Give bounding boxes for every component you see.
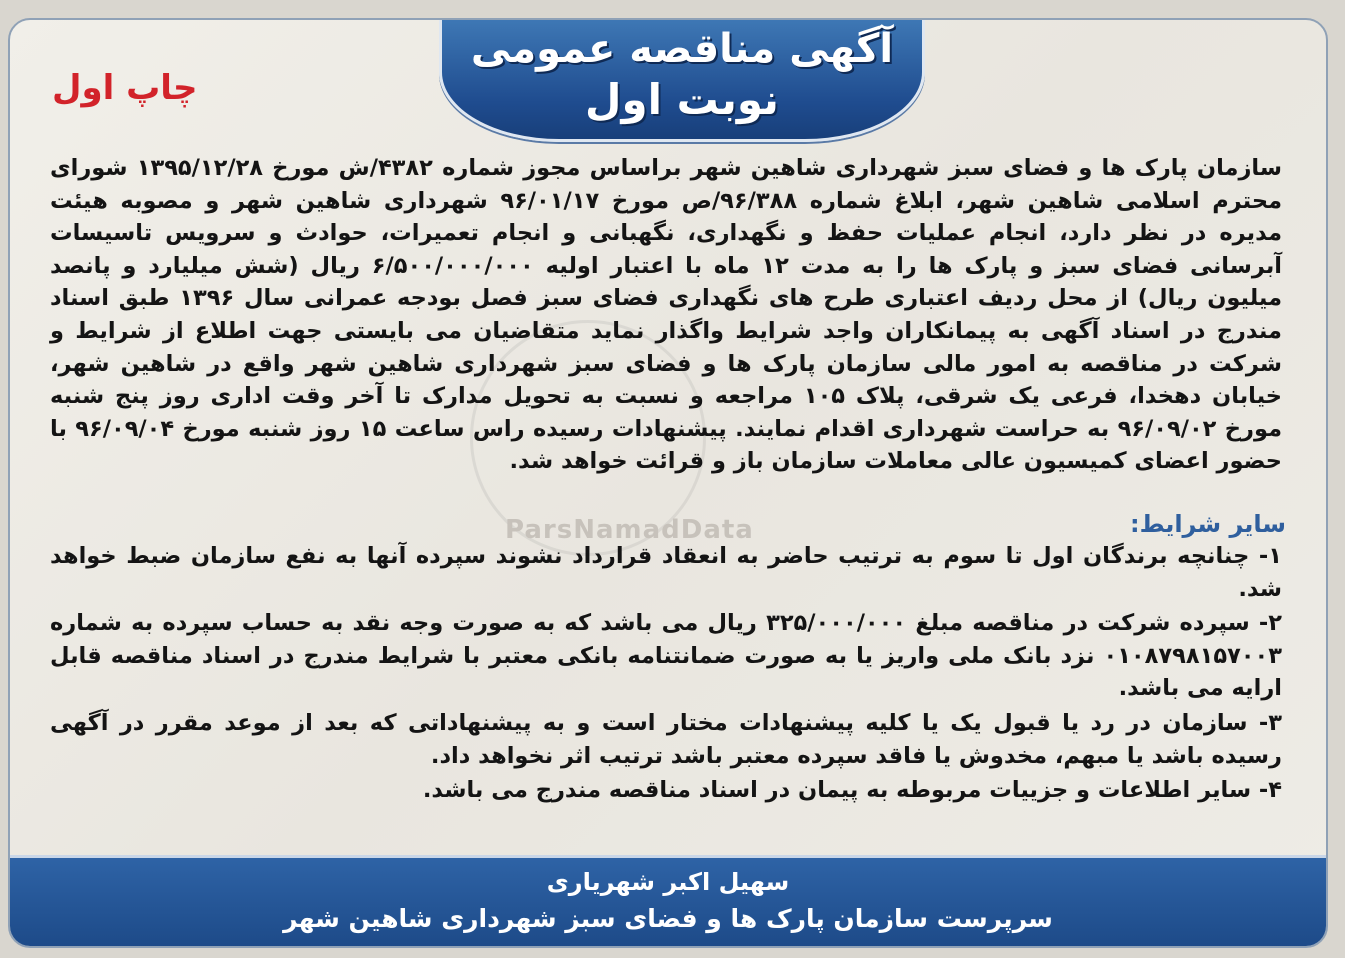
watermark: ParsNamadData xyxy=(505,515,754,545)
condition-item: ۲- سپرده شرکت در مناقصه مبلغ ۳۲۵/۰۰۰/۰۰۰ ریال می باشد که به صورت وجه نقد به حساب سپرده به شماره ۰۱۰۸۷۹۸۱۵۷۰۰۳ نزد بانک ملی واریز یا به صورت ضمانتنامه بانکی معتبر با شرایط مندرج در اسناد مناقصه قابل ارایه می باشد. xyxy=(50,610,1282,702)
condition-item: ۳- سازمان در رد یا قبول یک یا کلیه پیشنهادات مختار است و به پیشنهاداتی که بعد از موعد مقرر در آگهی رسیده باشد یا مبهم، مخدوش یا فاقد سپرده معتبر باشد ترتیب اثر نخواهد داد. xyxy=(50,709,1282,769)
condition-item: ۱- چنانچه برندگان اول تا سوم به ترتیب حاضر به انعقاد قرارداد نشوند سپرده آنها به نفع سازمان ضبط خواهد شد. xyxy=(50,543,1282,602)
notice-title: آگهی مناقصه عمومی xyxy=(470,26,894,72)
signature-footer xyxy=(8,855,1328,948)
signatory-name: سهیل اکبر شهریاری xyxy=(546,868,790,896)
print-label: چاپ اول xyxy=(52,68,198,108)
notice-paragraph: سازمان پارک ها و فضای سبز شهرداری شاهین شهر براساس مجوز شماره ۴۳۸۲/ش مورخ ۱۳۹۵/۱۲/۲۸ شورای محترم اسلامی شاهین شهر، ابلاغ شماره ۹۶/۳۸۸/ص مورخ ۹۶/۰۱/۱۷ شهرداری شاهین شهر و مصوبه هیئت مدیره در نظر دارد، انجام عملیات حفظ و نگهداری، نگهبانی و انجام تعمیرات، حوادث و سرویس تاسیسات آبرسانی فضای سبز و پارک ها را به مدت ۱۲ ماه با اعتبار اولیه ۶/۵۰۰/۰۰۰/۰۰۰ ریال (شش میلیارد و پانصد میلیون ریال) از محل ردیف اعتباری طرح های نگهداری فضای سبز فصل بودجه عمرانی سال ۱۳۹۶ طبق اسناد مندرج در اسناد آگهی به پیمانکاران واجد شرایط واگذار نماید متقاضیان می بایستی جهت اطلاع از شرایط و شرکت در مناقصه به امور مالی سازمان پارک ها و فضای سبز شهرداری شاهین شهر واقع در شاهین شهر، خیابان دهخدا، فرعی یک شرقی، پلاک ۱۰۵ مراجعه و نسبت به تحویل مدارک تا آخر وقت اداری روز پنج شنبه مورخ ۹۶/۰۹/۰۲ به حراست شهرداری اقدام نمایند. پیشنهادات رسیده راس ساعت ۱۵ روز شنبه مورخ ۹۶/۰۹/۰۴ با حضور اعضای کمیسیون عالی معاملات سازمان باز و قرائت خواهد شد. xyxy=(50,155,1283,475)
tender-notice-card xyxy=(8,18,1328,948)
notice-round: نوبت اول xyxy=(585,75,779,124)
conditions-list xyxy=(50,540,1282,809)
signatory-title: سرپرست سازمان پارک ها و فضای سبز شهرداری شاهین شهر xyxy=(283,904,1053,933)
conditions-heading: سایر شرایط: xyxy=(1130,510,1286,538)
notice-body xyxy=(50,152,1282,478)
header-banner xyxy=(439,18,925,142)
condition-item: ۴- سایر اطلاعات و جزییات مربوطه به پیمان در اسناد مناقصه مندرج می باشد. xyxy=(422,777,1282,804)
